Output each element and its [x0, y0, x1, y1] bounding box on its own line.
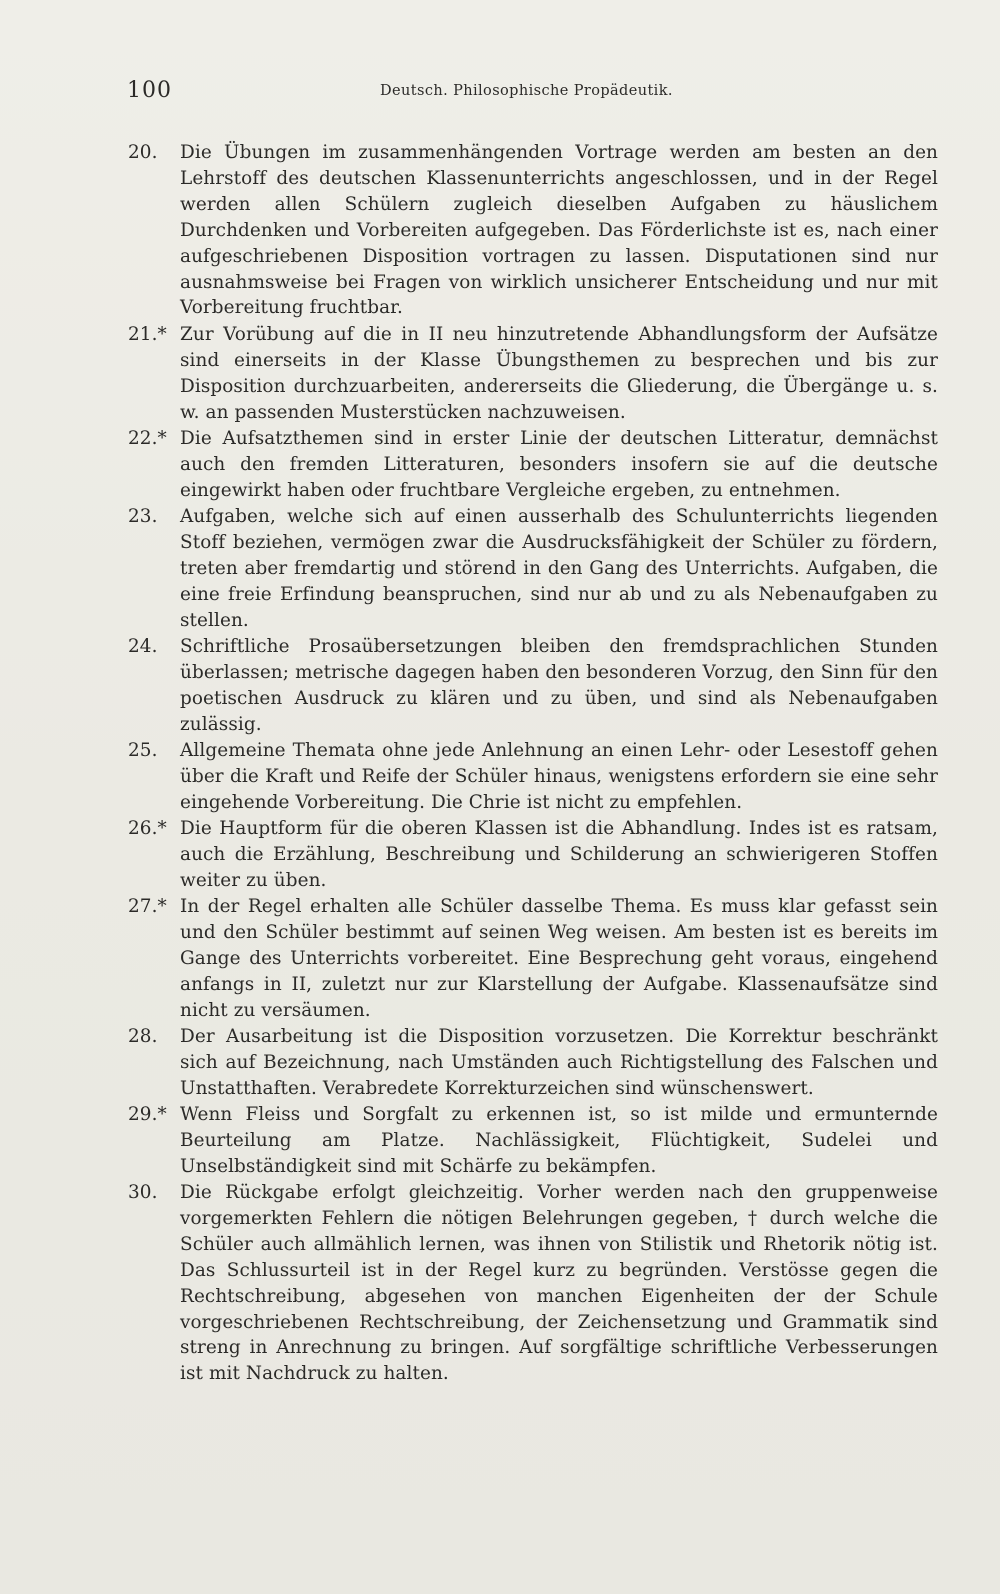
paragraph-text: In der Regel erhalten alle Schüler dasselbe Thema. Es muss klar gefasst sein und den Schüler bestimmt auf seinen Weg weisen. Am besten ist es bereits im Gange des Unterrichts vorbereitet. Eine Besprechung geht voraus, eingehend anfangs in II, zuletzt nur zur Klarstellung der Aufgabe. Klassenaufsätze sind nicht zu versäumen. [180, 896, 938, 1021]
paragraph-21 [128, 322, 938, 426]
paragraph-number: 27.* [128, 896, 167, 917]
paragraph-text: Aufgaben, welche sich auf einen ausserhalb des Schulunterrichts liegenden Stoff beziehen, vermögen zwar die Ausdrucksfähigkeit der Schüler zu fördern, treten aber fremdartig und störend in den Gang des Unterrichts. Aufgaben, die eine freie Erfindung beanspruchen, sind nur ab und zu als Nebenaufgaben zu stellen. [180, 506, 938, 631]
paragraph-number: 24. [128, 636, 158, 657]
paragraph-26 [128, 816, 938, 894]
paragraph-24 [128, 634, 938, 738]
running-title: Deutsch. Philosophische Propädeutik. [380, 83, 673, 99]
paragraph-number: 28. [128, 1026, 158, 1047]
page-number: 100 [127, 78, 172, 103]
paragraph-number: 25. [128, 740, 158, 761]
paragraph-number: 30. [128, 1182, 158, 1203]
paragraph-text: Allgemeine Themata ohne jede Anlehnung an einen Lehr- oder Lesestoff gehen über die Kraft und Reife der Schüler hinaus, wenigstens erfordern sie eine sehr eingehende Vorbereitung. Die Chrie ist nicht zu empfehlen. [180, 740, 938, 813]
paragraph-text: Zur Vorübung auf die in II neu hinzutretende Abhandlungsform der Aufsätze sind einerseits in der Klasse Übungsthemen zu besprechen und bis zur Disposition durchzuarbeiten, andererseits die Gliederung, die Übergänge u. s. w. an passenden Musterstücken nachzuweisen. [180, 324, 938, 423]
paragraph-20 [128, 140, 938, 322]
paragraph-number: 22.* [128, 428, 167, 449]
paragraph-29 [128, 1102, 938, 1180]
paragraph-22 [128, 426, 938, 504]
paragraph-number: 21.* [128, 324, 167, 345]
paragraph-text: Die Hauptform für die oberen Klassen ist die Abhandlung. Indes ist es ratsam, auch die Erzählung, Beschreibung und Schilderung an schwierigeren Stoffen weiter zu üben. [180, 818, 938, 891]
paragraph-text: Wenn Fleiss und Sorgfalt zu erkennen ist, so ist milde und ermunternde Beurteilung am Platze. Nachlässigkeit, Flüchtigkeit, Sudelei und Unselbständigkeit sind mit Schärfe zu bekämpfen. [180, 1104, 938, 1177]
paragraph-23 [128, 504, 938, 634]
paragraph-text: Die Rückgabe erfolgt gleichzeitig. Vorher werden nach den gruppenweise vorgemerkten Fehlern die nötigen Belehrungen gegeben, † durch welche die Schüler auch allmählich lernen, was ihnen von Stilistik und Rhetorik nötig ist. Das Schlussurteil ist in der Regel kurz zu begründen. Verstösse gegen die Rechtschreibung, abgesehen von manchen Eigenheiten der der Schule vorgeschriebenen Rechtschreibung, der Zeichensetzung und Grammatik sind streng in Anrechnung zu bringen. Auf sorgfältige schriftliche Verbesserungen ist mit Nachdruck zu halten. [180, 1182, 938, 1385]
paragraph-text: Die Aufsatzthemen sind in erster Linie der deutschen Litteratur, demnächst auch den fremden Litteraturen, besonders insofern sie auf die deutsche eingewirkt haben oder fruchtbare Vergleiche ergeben, zu entnehmen. [180, 428, 938, 501]
paragraph-27 [128, 894, 938, 1024]
paragraph-30 [128, 1180, 938, 1387]
paragraph-28 [128, 1024, 938, 1102]
paragraph-25 [128, 738, 938, 816]
paragraph-text: Der Ausarbeitung ist die Disposition vorzusetzen. Die Korrektur beschränkt sich auf Bezeichnung, nach Umständen auch Richtigstellung des Falschen und Unstatthaften. Verabredete Korrekturzeichen sind wünschenswert. [180, 1026, 938, 1099]
paragraph-number: 20. [128, 142, 158, 163]
page-body [128, 140, 938, 1387]
paragraph-number: 26.* [128, 818, 167, 839]
paragraph-text: Schriftliche Prosaübersetzungen bleiben den fremdsprachlichen Stunden überlassen; metrische dagegen haben den besonderen Vorzug, den Sinn für den poetischen Ausdruck zu klären und zu üben, und sind als Nebenaufgaben zulässig. [180, 636, 938, 735]
paragraph-number: 23. [128, 506, 158, 527]
paragraph-number: 29.* [128, 1104, 167, 1125]
page-header [127, 78, 697, 108]
paragraph-text: Die Übungen im zusammenhängenden Vortrage werden am besten an den Lehrstoff des deutschen Klassenunterrichts angeschlossen, und in der Regel werden allen Schülern zugleich dieselben Aufgaben zu häuslichem Durchdenken und Vorbereiten aufgegeben. Das Förderlichste ist es, nach einer aufgeschriebenen Disposition vortragen zu lassen. Disputationen sind nur ausnahmsweise bei Fragen von wirklich unsicherer Entscheidung und nur mit Vorbereitung fruchtbar. [180, 142, 938, 319]
